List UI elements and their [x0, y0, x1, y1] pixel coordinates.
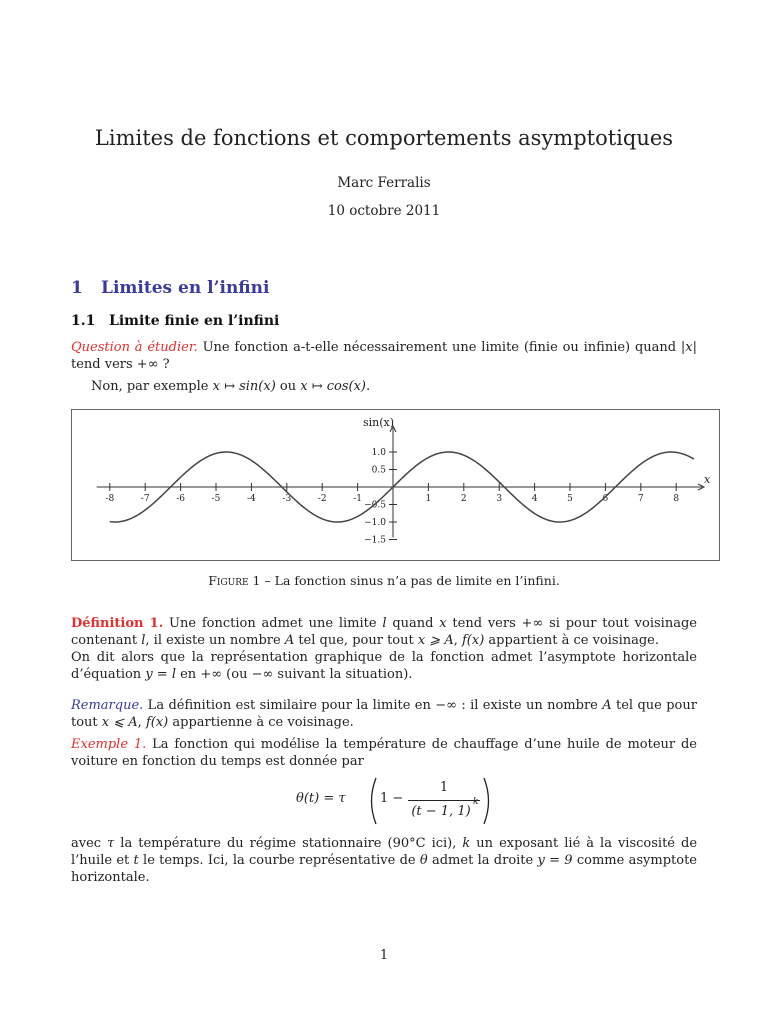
after-text-5: admet la droite	[427, 853, 538, 868]
y-tick-label: 1.0	[371, 448, 386, 458]
x-tick-label: 8	[673, 494, 680, 504]
y-tick-label: −0.5	[364, 500, 386, 511]
x-tick-label: 4	[531, 494, 538, 504]
def-text-2a: On dit alors que la représentation graphique de la fonction admet l’asymptote horizontale d’équation	[71, 650, 697, 682]
def-A: A	[284, 633, 295, 648]
left-paren	[365, 776, 379, 826]
after-theta: θ	[419, 853, 428, 868]
def-text-a: Une fonction admet une limite	[163, 616, 383, 631]
def-condition: x ⩾ A	[417, 633, 454, 648]
after-text-3: un exposant lié à la viscosité de l’huile et	[71, 836, 698, 868]
example-text: La fonction qui modélise la température de chauffage d’une huile de moteur de voiture en fonction du temps est donnée par	[71, 737, 697, 769]
question-paragraph	[71, 339, 697, 373]
x-tick-label: -7	[140, 494, 150, 504]
answer-map-cos: x ↦ cos(x)	[300, 379, 366, 394]
after-equation: y = 9	[537, 853, 573, 868]
question-abs-x: |x|	[680, 340, 697, 355]
formula-numerator: 1	[439, 780, 449, 795]
formula-exponent: k	[473, 797, 479, 807]
after-k: k	[462, 836, 471, 851]
answer-text-1: Non, par exemple	[91, 379, 213, 394]
subsection-title: Limite finie en l’infini	[109, 313, 280, 329]
def-text-e: tel que, pour tout	[294, 633, 418, 648]
example-paragraph	[71, 736, 697, 770]
formula-one-minus: 1 −	[380, 791, 404, 806]
question-text-1: Une fonction a-t-elle nécessairement une limite (finie ou infinie) quand	[197, 340, 681, 355]
remark-paragraph	[71, 697, 697, 731]
y-tick-label: −1.5	[364, 535, 386, 546]
x-tick-label: 1	[425, 494, 432, 504]
def-x: x	[439, 616, 447, 631]
formula-lhs: θ(t) = τ	[296, 791, 346, 806]
def-text-f: ,	[453, 633, 462, 648]
answer-map-sin: x ↦ sin(x)	[212, 379, 276, 394]
x-tick-label: -4	[247, 494, 256, 504]
definition-label: Définition 1.	[71, 616, 164, 631]
answer-text-3: .	[366, 379, 371, 394]
question-label: Question à étudier.	[71, 340, 198, 355]
y-tick-label: 0.5	[371, 465, 386, 476]
def-equation: y = l	[145, 667, 176, 682]
author-name: Marc Ferralis	[337, 175, 431, 191]
def-text-c: tend vers +∞ si pour tout voisinage contenant	[71, 616, 697, 648]
document-date: 10 octobre 2011	[327, 203, 441, 219]
answer-text-2: ou	[275, 379, 301, 394]
remark-label: Remarque.	[71, 698, 144, 713]
x-tick-label: 7	[637, 494, 644, 504]
figure-frame	[71, 409, 720, 561]
after-text-4: le temps. Ici, la courbe représentative de	[138, 853, 420, 868]
sine-chart	[72, 410, 719, 560]
right-paren	[481, 776, 495, 826]
remark-text-2: tel que pour tout	[71, 698, 697, 730]
example-label: Exemple 1.	[71, 737, 147, 752]
section-title: Limites en l’infini	[101, 278, 270, 298]
caption-text: – La fonction sinus n’a pas de limite en l’infini.	[260, 573, 560, 588]
caption-label: Figure 1	[208, 573, 261, 588]
remark-text-4: appartienne à ce voisinage.	[168, 715, 354, 730]
remark-A: A	[602, 698, 612, 713]
after-text-6: comme asymptote horizontale.	[71, 853, 697, 885]
formula-denominator: (t − 1, 1)	[411, 804, 471, 819]
x-axis-label: x	[704, 473, 711, 486]
remark-fx: f(x)	[145, 715, 169, 730]
def-text-g: appartient à ce voisinage.	[484, 633, 660, 648]
after-t: t	[133, 853, 139, 868]
remark-text-3: ,	[137, 715, 146, 730]
x-tick-label: -2	[317, 494, 327, 504]
x-tick-label: 5	[567, 494, 573, 504]
figure-caption	[0, 573, 768, 588]
x-tick-label: 2	[460, 494, 467, 504]
formula-explanation	[71, 835, 697, 886]
x-tick-label: -8	[105, 494, 115, 504]
def-text-d: , il existe un nombre	[145, 633, 285, 648]
temperature-formula	[296, 776, 496, 826]
subsection-heading	[71, 313, 279, 329]
def-text-2b: en +∞ (ou −∞ suivant la situation).	[175, 667, 413, 682]
x-tick-label: 6	[602, 494, 609, 504]
after-text-1: avec	[71, 836, 108, 851]
page-number: 1	[379, 948, 389, 963]
definition-paragraph	[71, 615, 697, 683]
remark-condition: x ⩽ A	[101, 715, 138, 730]
x-tick-label: 3	[496, 494, 503, 504]
x-tick-label: -3	[282, 494, 292, 504]
after-text-2: la température du régime stationnaire (90°C ici),	[114, 836, 463, 851]
question-text-2: tend vers +∞ ?	[71, 357, 170, 372]
x-tick-label: -5	[211, 494, 221, 504]
y-axis-label: sin(x)	[363, 416, 395, 429]
remark-text-1: La définition est similaire pour la limite en −∞ : il existe un nombre	[143, 698, 603, 713]
def-l-1: l	[382, 616, 387, 631]
x-tick-label: -1	[353, 494, 362, 504]
subsection-number: 1.1	[71, 313, 96, 329]
fraction-bar	[408, 800, 480, 801]
answer-paragraph	[91, 379, 370, 394]
def-l-2: l	[141, 633, 146, 648]
after-tau: τ	[107, 836, 115, 851]
y-tick-label: −1.0	[364, 518, 386, 528]
def-fx: f(x)	[462, 633, 485, 648]
section-number: 1	[71, 278, 83, 298]
def-text-b: quand	[386, 616, 440, 631]
document-title: Limites de fonctions et comportements asymptotiques	[94, 126, 674, 150]
section-heading	[71, 278, 269, 298]
x-tick-label: -6	[176, 494, 185, 504]
